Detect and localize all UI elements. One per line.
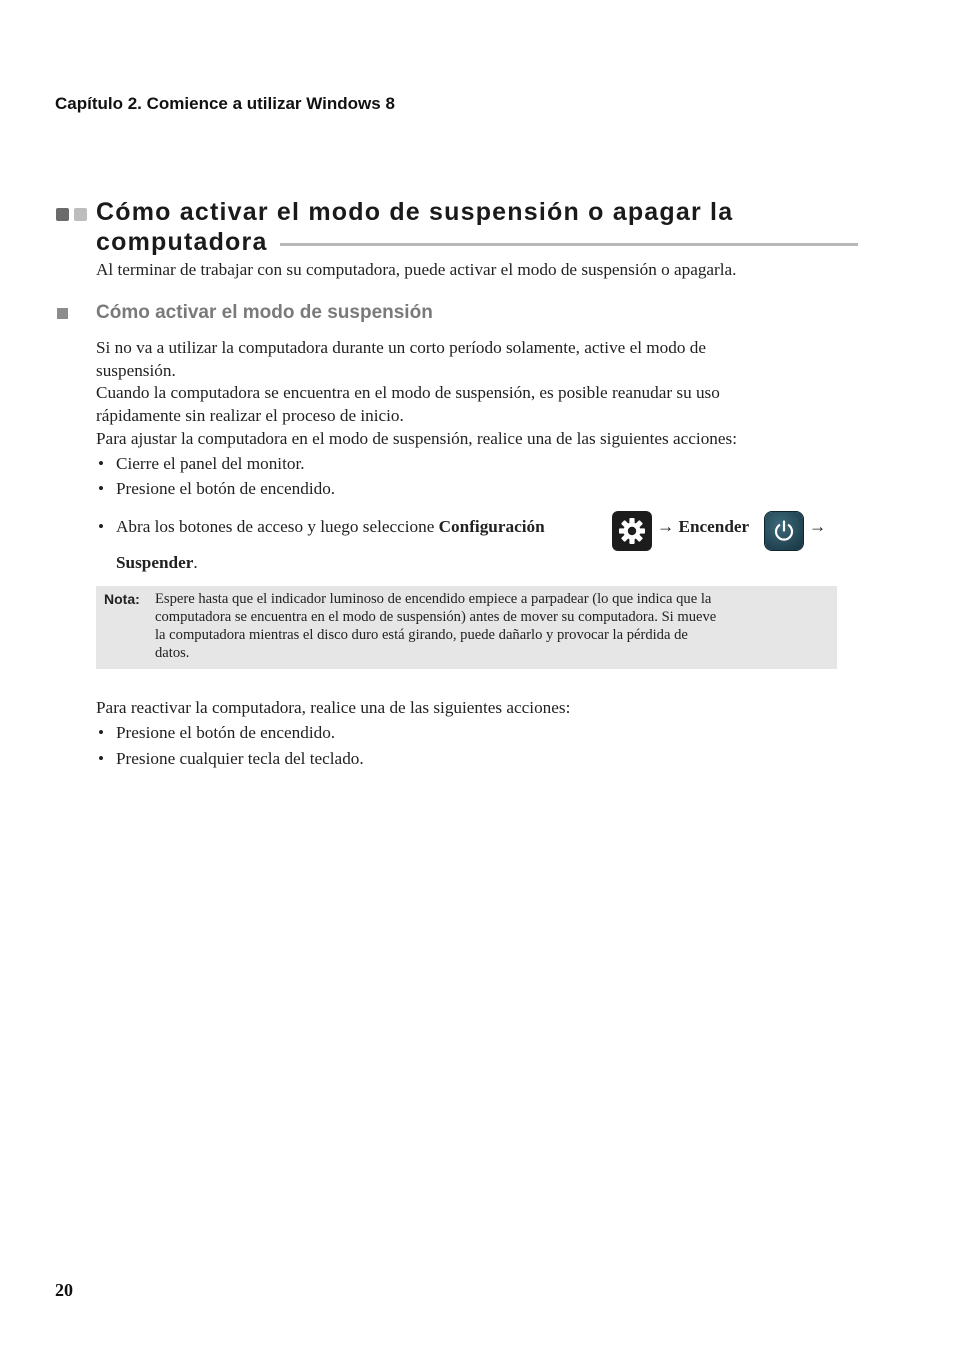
note-line: computadora se encuentra en el modo de suspensión) antes de mover su computadora. Si mueve [155, 609, 717, 625]
list-item: Cierre el panel del monitor. [116, 454, 305, 473]
section-title-line2: computadora [96, 228, 268, 256]
section-marker-dark [56, 208, 69, 221]
note-line: la computadora mientras el disco duro está girando, puede dañarlo y provocar la pérdida de [155, 627, 688, 643]
chapter-header: Capítulo 2. Comience a utilizar Windows 8 [55, 94, 395, 113]
suspender-text [116, 553, 198, 573]
arrow-1: → [657, 517, 675, 536]
bullet-dot: • [98, 517, 105, 536]
title-rule [280, 243, 858, 246]
para2-line1: Cuando la computadora se encuentra en el modo de suspensión, es posible reanudar su uso [96, 383, 720, 402]
bullet-dot: • [98, 723, 105, 742]
list-item: Presione el botón de encendido. [116, 723, 336, 742]
note-line: datos. [155, 645, 190, 661]
note-text [155, 590, 831, 662]
list-item: Presione cualquier tecla del teclado. [116, 749, 364, 768]
note-line: Espere hasta que el indicador luminoso de encendido empiece a parpadear (lo que indica que la [155, 591, 712, 607]
arrow-2: → [809, 517, 827, 536]
para2-line2: rápidamente sin realizar el proceso de inicio. [96, 406, 404, 425]
para3: Para ajustar la computadora en el modo de suspensión, realice una de las siguientes acciones: [96, 429, 737, 448]
page-number: 20 [55, 1280, 73, 1300]
para1-line2: suspensión. [96, 361, 176, 380]
section-intro: Al terminar de trabajar con su computadora, puede activar el modo de suspensión o apagarla. [96, 260, 737, 279]
para1-line1: Si no va a utilizar la computadora durante un corto período solamente, active el modo de [96, 338, 706, 357]
gear-icon [612, 511, 652, 551]
power-icon [765, 512, 803, 550]
wake-intro: Para reactivar la computadora, realice una de las siguientes acciones: [96, 698, 571, 717]
section-marker-light [74, 208, 87, 221]
list-item: Presione el botón de encendido. [116, 479, 336, 498]
bullet-dot: • [98, 749, 105, 768]
note-label: Nota: [104, 591, 140, 607]
bullet-dot: • [98, 479, 105, 498]
subsection-title: Cómo activar el modo de suspensión [96, 302, 433, 323]
period: . [193, 553, 198, 572]
list-item-charms [116, 517, 545, 537]
bullet-dot: • [98, 454, 105, 473]
settings-label: Configuración [438, 517, 545, 536]
sleep-label: Suspender [116, 553, 194, 572]
encender-text [657, 517, 749, 537]
note-box [96, 586, 837, 669]
charms-prefix: Abra los botones de acceso y luego seleccione [116, 517, 439, 536]
section-title-line1: Cómo activar el modo de suspensión o apagar la [96, 198, 734, 226]
power-label: Encender [678, 517, 750, 536]
subsection-marker [57, 308, 68, 319]
